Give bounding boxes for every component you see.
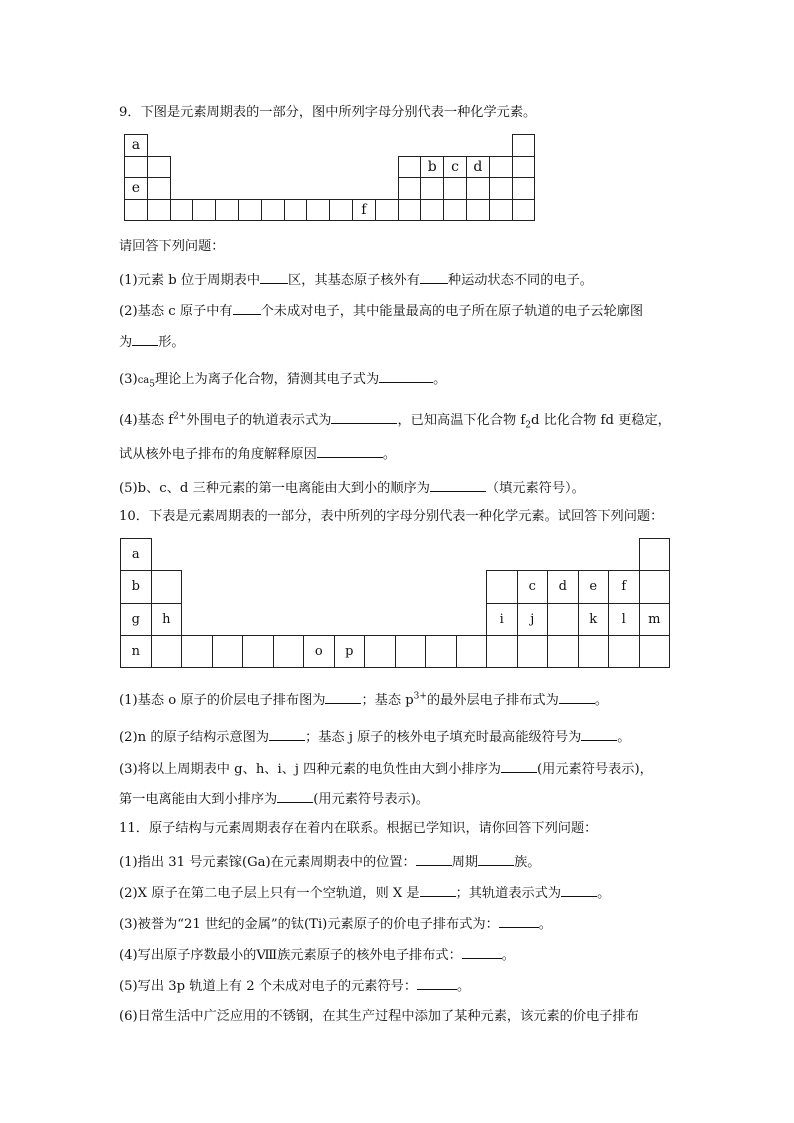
answer-blank[interactable] [317, 444, 383, 458]
q9-title: 9．下图是元素周期表的一部分，图中所列字母分别代表一种化学元素。 [119, 105, 537, 120]
element-cell [307, 199, 330, 221]
answer-blank[interactable] [462, 945, 502, 959]
empty-space [395, 539, 426, 571]
answer-blank[interactable] [420, 270, 448, 284]
element-cell [284, 199, 307, 221]
element-cell [125, 156, 148, 178]
empty-space [261, 156, 284, 178]
answer-blank[interactable] [420, 883, 456, 897]
q10-part2: (2)n 的原子结构示意图为 ；基态 j 原子的核外电子填充时最高能级符号为 。 [119, 727, 630, 747]
empty-space [243, 603, 274, 635]
empty-space [243, 571, 274, 603]
answer-blank[interactable] [260, 270, 288, 284]
element-cell [487, 635, 518, 667]
answer-blank[interactable] [478, 852, 514, 866]
empty-space [334, 603, 365, 635]
answer-blank[interactable] [277, 789, 313, 803]
element-cell [243, 635, 274, 667]
element-cell [489, 199, 512, 221]
answer-blank[interactable] [416, 852, 452, 866]
element-cell [395, 635, 426, 667]
element-cell-g: g [121, 603, 152, 635]
empty-space [352, 156, 375, 178]
empty-space [193, 135, 216, 157]
element-cell [273, 635, 304, 667]
element-cell [421, 199, 444, 221]
element-cell [151, 571, 182, 603]
empty-space [284, 178, 307, 200]
element-cell [398, 178, 421, 200]
empty-space [375, 178, 398, 200]
empty-space [352, 135, 375, 157]
empty-space [182, 603, 213, 635]
q11-part2: (2)X 原子在第二电子层上只有一个空轨道，则 X 是 ；其轨道表示式为 。 [119, 883, 610, 903]
q11-part6: (6)日常生活中广泛应用的不锈钢，在其生产过程中添加了某种元素，该元素的价电子排布 [119, 1009, 639, 1024]
empty-space [334, 539, 365, 571]
element-cell [426, 635, 457, 667]
element-cell [365, 635, 396, 667]
q9-part3: $(3)ca_5$理论上为离子化合物，猜测其电子式为 。 [119, 369, 446, 390]
element-cell [548, 603, 579, 635]
q9-part4: (4)基态 $f^{2+}$外围电子的轨道表示式为 ，已知高温下化合物 $f_2d$ 比化合物 fd 更稳定， [119, 411, 671, 431]
element-cell [147, 156, 170, 178]
element-cell [444, 199, 467, 221]
empty-space [330, 135, 353, 157]
element-cell [639, 571, 670, 603]
empty-space [330, 178, 353, 200]
element-cell [639, 539, 670, 571]
empty-space [578, 539, 609, 571]
element-cell-b: b [121, 571, 152, 603]
empty-space [375, 156, 398, 178]
answer-blank[interactable] [499, 914, 539, 928]
element-cell-n: n [121, 635, 152, 667]
empty-space [365, 603, 396, 635]
empty-space [395, 571, 426, 603]
element-cell-h: h [151, 603, 182, 635]
empty-space [330, 156, 353, 178]
element-cell-j: j [517, 603, 548, 635]
q9-part1: (1)元素 b 位于周期表中 区，其基态原子核外有 种运动状态不同的电子。 [119, 270, 593, 290]
q11-title: 11．原子结构与元素周期表存在着内在联系。根据已学知识，请你回答下列问题： [119, 821, 598, 836]
answer-blank[interactable] [331, 410, 397, 424]
empty-space [548, 539, 579, 571]
empty-space [398, 135, 421, 157]
element-cell [466, 178, 489, 200]
element-cell [330, 199, 353, 221]
element-cell-l: l [609, 603, 640, 635]
element-cell [444, 178, 467, 200]
element-cell [517, 635, 548, 667]
element-cell [609, 635, 640, 667]
empty-space [182, 539, 213, 571]
answer-blank[interactable] [233, 301, 261, 315]
periodic-table-q10 [120, 538, 670, 668]
element-cell [170, 199, 193, 221]
element-cell-c: c [517, 571, 548, 603]
empty-space [212, 539, 243, 571]
q9-part5: (5)b、c、d 三种元素的第一电离能由大到小的顺序为 （填元素符号）。 [119, 478, 585, 498]
element-cell [489, 156, 512, 178]
element-cell [466, 199, 489, 221]
empty-space [182, 571, 213, 603]
empty-space [609, 539, 640, 571]
element-cell [147, 178, 170, 200]
empty-space [216, 178, 239, 200]
empty-space [193, 178, 216, 200]
element-cell [193, 199, 216, 221]
empty-space [273, 539, 304, 571]
element-cell [548, 635, 579, 667]
empty-space [216, 156, 239, 178]
empty-space [147, 135, 170, 157]
answer-blank[interactable] [269, 727, 305, 741]
empty-space [517, 539, 548, 571]
element-cell [147, 199, 170, 221]
q11-part4: (4)写出原子序数最小的Ⅷ族元素原子的核外电子排布式： 。 [119, 945, 515, 965]
element-cell [375, 199, 398, 221]
answer-blank[interactable] [430, 478, 486, 492]
element-cell [456, 635, 487, 667]
element-cell [512, 156, 535, 178]
element-cell-e: e [125, 178, 148, 200]
element-cell [489, 178, 512, 200]
element-cell-i: i [487, 603, 518, 635]
empty-space [395, 603, 426, 635]
empty-space [170, 156, 193, 178]
empty-space [284, 135, 307, 157]
element-cell [512, 199, 535, 221]
element-cell [398, 199, 421, 221]
empty-space [307, 156, 330, 178]
empty-space [193, 156, 216, 178]
element-cell [151, 635, 182, 667]
q9-part2: (2)基态 c 原子中有 个未成对电子，其中能量最高的电子所在原子轨道的电子云轮廓图 [119, 301, 643, 321]
element-cell [512, 178, 535, 200]
element-cell [398, 156, 421, 178]
element-cell-b: b [421, 156, 444, 178]
empty-space [334, 571, 365, 603]
empty-space [273, 603, 304, 635]
empty-space [304, 539, 335, 571]
answer-blank[interactable] [561, 883, 597, 897]
element-cell [578, 635, 609, 667]
element-cell [212, 635, 243, 667]
empty-space [151, 539, 182, 571]
empty-space [444, 135, 467, 157]
empty-space [456, 603, 487, 635]
periodic-table-q9 [124, 134, 535, 221]
q10-title: 10．下表是元素周期表的一部分，表中所列的字母分别代表一种化学元素。试回答下列问题： [119, 509, 664, 524]
answer-blank[interactable] [417, 976, 457, 990]
empty-space [307, 178, 330, 200]
element-cell-o: o [304, 635, 335, 667]
empty-space [212, 571, 243, 603]
empty-space [243, 539, 274, 571]
empty-space [456, 539, 487, 571]
empty-space [426, 603, 457, 635]
empty-space [170, 135, 193, 157]
empty-space [365, 539, 396, 571]
element-cell-c: c [444, 156, 467, 178]
empty-space [489, 135, 512, 157]
element-cell-d: d [466, 156, 489, 178]
empty-space [352, 178, 375, 200]
answer-blank[interactable] [325, 690, 361, 704]
empty-space [238, 135, 261, 157]
element-cell [639, 635, 670, 667]
empty-space [304, 603, 335, 635]
empty-space [375, 135, 398, 157]
empty-space [304, 571, 335, 603]
answer-blank[interactable] [132, 332, 158, 346]
q9-part2-cont: 为 形。 [119, 332, 185, 352]
empty-space [421, 135, 444, 157]
empty-space [238, 178, 261, 200]
empty-space [466, 135, 489, 157]
q11-part5: (5)写出 3p 轨道上有 2 个未成对电子的元素符号： 。 [119, 976, 470, 996]
empty-space [261, 178, 284, 200]
element-cell-e: e [578, 571, 609, 603]
q10-part3: (3)将以上周期表中 g、h、i、j 四种元素的电负性由大到小排序为 (用元素符号表示)， [119, 759, 653, 779]
q11-part3: (3)被誉为“21 世纪的金属”的钛(Ti)元素原子的价电子排布式为： 。 [119, 914, 552, 934]
element-cell-f: f [609, 571, 640, 603]
element-cell [182, 635, 213, 667]
q9-part4-cont: 试从核外电子排布的角度解释原因 。 [119, 444, 396, 464]
element-cell [216, 199, 239, 221]
element-cell-k: k [578, 603, 609, 635]
empty-space [284, 156, 307, 178]
empty-space [426, 571, 457, 603]
answer-blank[interactable] [581, 727, 617, 741]
answer-blank[interactable] [501, 759, 537, 773]
element-cell-a: a [121, 539, 152, 571]
element-cell-d: d [548, 571, 579, 603]
element-cell [125, 199, 148, 221]
empty-space [238, 156, 261, 178]
empty-space [216, 135, 239, 157]
q10-part1: (1)基态 o 原子的价层电子排布图为 ；基态 $p^{3+}$的最外层电子排布式为 。 [119, 691, 608, 708]
answer-blank[interactable] [379, 369, 433, 383]
element-cell [487, 571, 518, 603]
element-cell [261, 199, 284, 221]
empty-space [212, 603, 243, 635]
empty-space [261, 135, 284, 157]
q10-part3-cont: 第一电离能由大到小排序为 (用元素符号表示)。 [119, 789, 429, 809]
empty-space [487, 539, 518, 571]
element-cell-a: a [125, 135, 148, 157]
empty-space [307, 135, 330, 157]
q11-part1: (1)指出 31 号元素镓(Ga)在元素周期表中的位置： 周期 族。 [119, 852, 540, 872]
q9-prompt: 请回答下列问题： [119, 239, 225, 254]
element-cell-p: p [334, 635, 365, 667]
empty-space [365, 571, 396, 603]
element-cell-f: f [352, 199, 375, 221]
element-cell [512, 135, 535, 157]
empty-space [170, 178, 193, 200]
empty-space [273, 571, 304, 603]
element-cell-m: m [639, 603, 670, 635]
element-cell [421, 178, 444, 200]
empty-space [426, 539, 457, 571]
answer-blank[interactable] [559, 690, 595, 704]
empty-space [456, 571, 487, 603]
element-cell [238, 199, 261, 221]
